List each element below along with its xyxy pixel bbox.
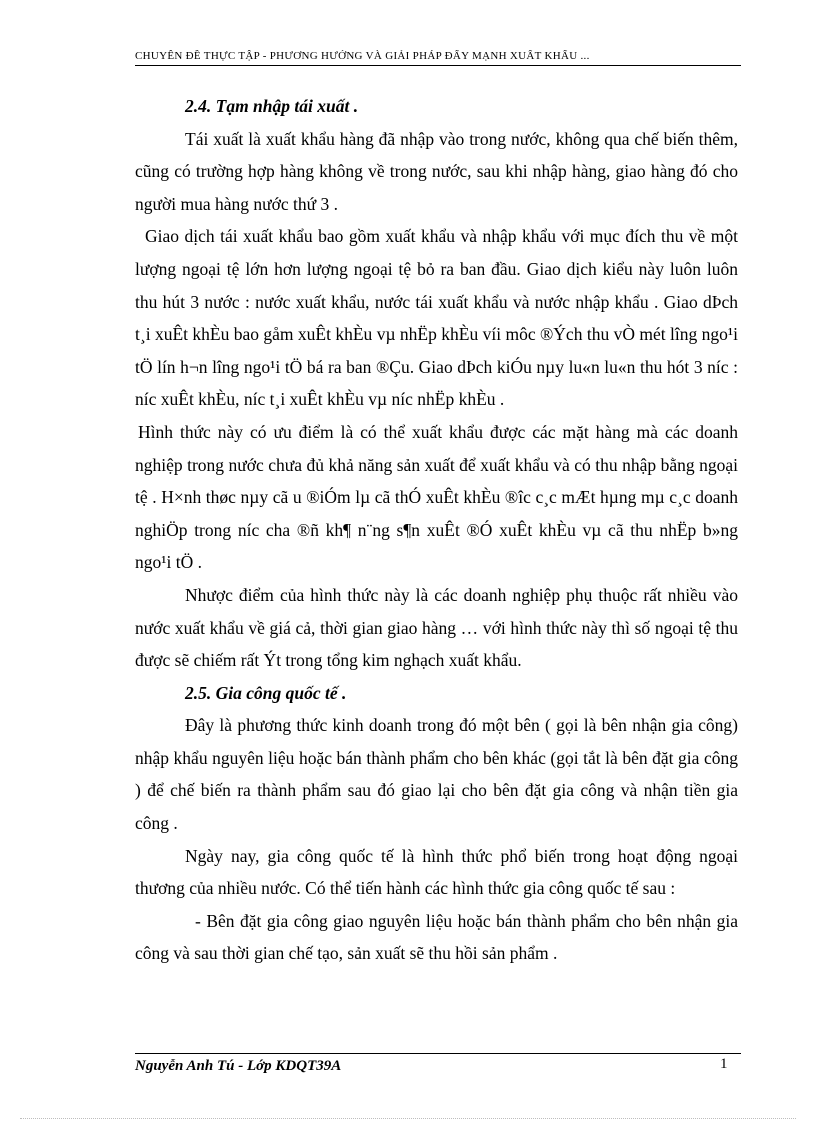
section-heading-2-4: 2.4. Tạm nhập tái xuất . (185, 96, 359, 116)
footer-author: Nguyễn Anh Tú - Lớp KDQT39A (135, 1058, 342, 1074)
paragraph-6: Ngày nay, gia công quốc tế là hình thức phổ biến trong hoạt động ngoại thương của nhiều nước. Có thể tiến hành các hình thức gia công quốc tế sau : (135, 845, 738, 899)
page-header: CHUYÊN ĐỀ THỰC TẬP - PHƯƠNG HƯỚNG VÀ GIẢI PHÁP ĐẨY MẠNH XUẤT KHẨU ... (135, 50, 741, 66)
paragraph-2: Giao dịch tái xuất khẩu bao gồm xuất khẩu và nhập khẩu với mục đích thu về một lượng ngoại tệ lớn hơn lượng ngoại tệ bỏ ra ban đầu. Giao dịch kiểu này luôn luôn thu hút 3 nước : nước xuất khẩu, nước tái xuất khẩu và nước nhập khẩu . Giao dÞch t¸i xuÊt khÈu bao gåm xuÊt khÈu vµ nhËp khÈu víi môc ®Ých thu vÒ mét lîng ngo¹i tÖ lín h¬n lîng ngo¹i tÖ bá ra ban ®Çu. Giao dÞch kiÓu nµy lu«n lu«n thu hót 3 níc : níc xuÊt khÈu, níc t¸i xuÊt khÈu vµ níc nhËp khÈu . (135, 226, 738, 410)
paragraph-4: Nhược điểm của hình thức này là các doanh nghiệp phụ thuộc rất nhiều vào nước xuất khẩu về giá cả, thời gian giao hàng … với hình thức này thì số ngoại tệ thu được sẽ chiếm rất Ýt trong tổng kim nghạch xuất khẩu. (135, 584, 738, 671)
paragraph-3: Hình thức này có ưu điểm là có thể xuất khẩu được các mặt hàng mà các doanh nghiệp trong nước chưa đủ khả năng sản xuất để xuất khẩu và có thu nhập bằng ngoại tệ . H×nh thøc nµy cã u ®iÓm lµ cã thÓ xuÊt khÈu ®îc c¸c mÆt hµng mµ c¸c doanh nghiÖp trong níc cha ®ñ kh¶ n¨ng s¶n xuÊt ®Ó xuÊt khÈu vµ cã thu nhËp b»ng ngo¹i tÖ . (135, 421, 738, 573)
document-body (135, 90, 738, 970)
list-item-1: - Bên đặt gia công giao nguyên liệu hoặc bán thành phẩm cho bên nhận gia công và sau thời gian chế tạo, sản xuất sẽ thu hồi sản phẩm . (135, 910, 738, 964)
paragraph-1: Tái xuất là xuất khẩu hàng đã nhập vào trong nước, không qua chế biến thêm, cũng có trường hợp hàng không về trong nước, sau khi nhập hàng, giao hàng đó cho người mua hàng nước thứ 3 . (135, 128, 738, 214)
section-heading-2-5: 2.5. Gia công quốc tế . (185, 682, 347, 703)
paragraph-5: Đây là phương thức kinh doanh trong đó một bên ( gọi là bên nhận gia công) nhập khẩu nguyên liệu hoặc bán thành phẩm cho bên khác (gọi tắt là bên đặt gia công ) để chế biến ra thành phẩm sau đó giao lại cho bên đặt gia công và nhận tiền gia công . (135, 715, 738, 834)
page-bottom-border (20, 1118, 796, 1119)
page-number: 1 (720, 1056, 728, 1072)
footer-divider (135, 1053, 741, 1054)
